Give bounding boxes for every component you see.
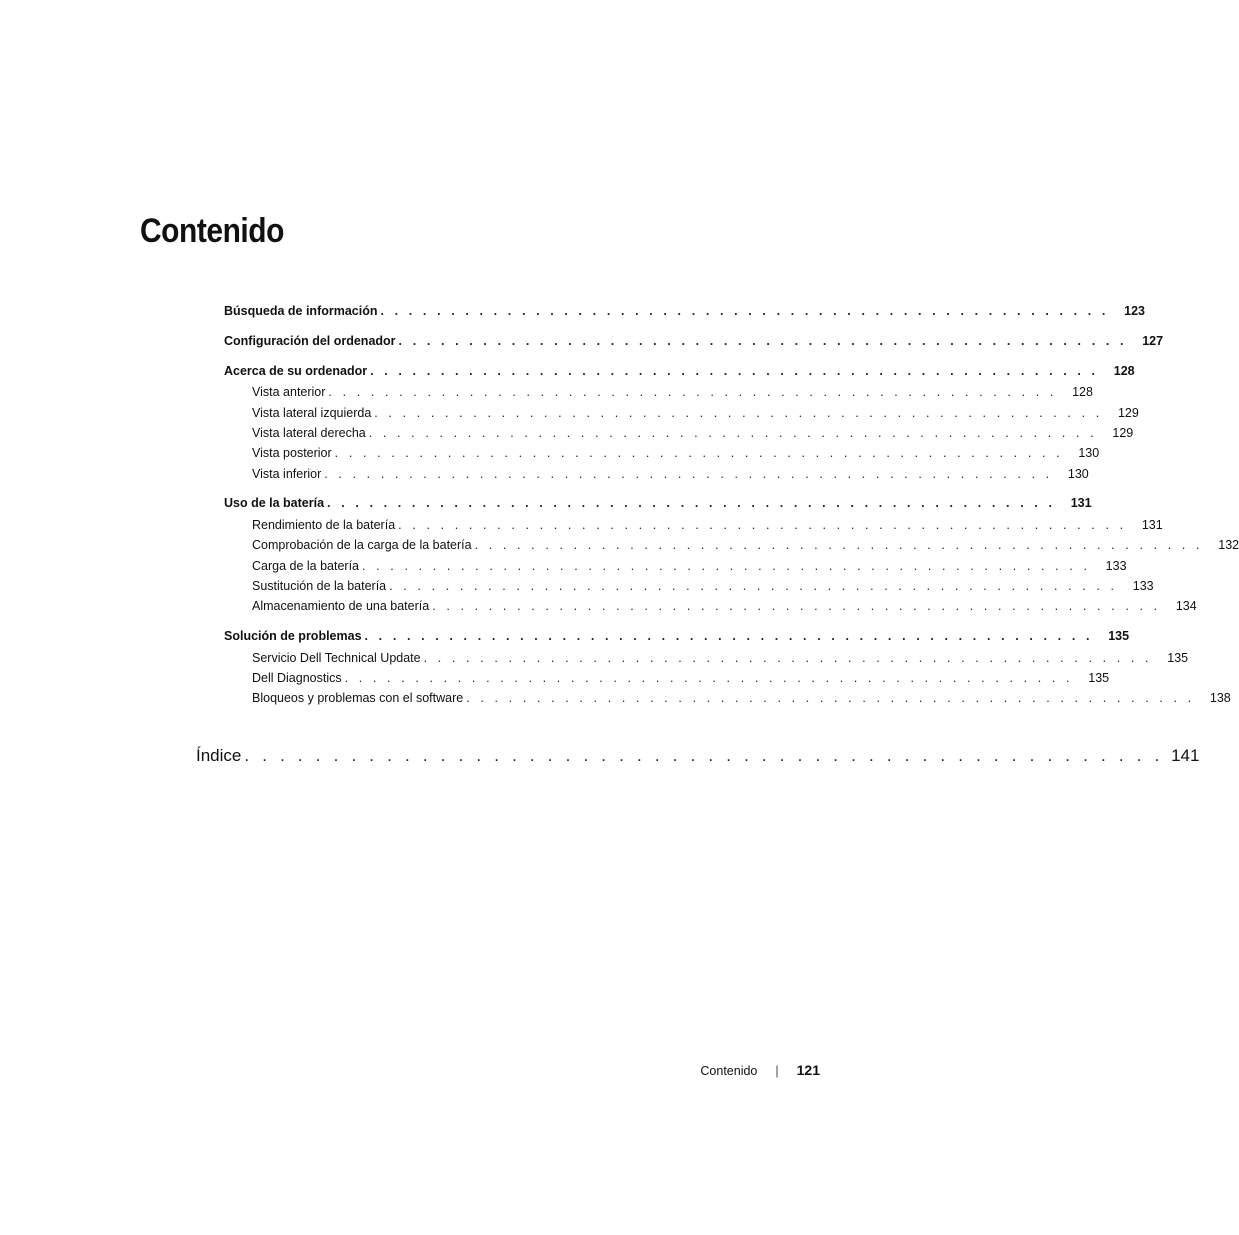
toc-entry-label: Almacenamiento de una batería — [252, 599, 430, 613]
toc-entry-label: Carga de la batería — [252, 559, 360, 573]
dot-leader: . . . . . . . . . . . . . . . . . . . . . . . . . . . . . . . . . . . . . . . . . . . . . . . . . . . . — [334, 446, 1064, 460]
toc-entry-page: 133 — [1105, 559, 1127, 573]
footer-page-number: 121 — [796, 1062, 820, 1078]
toc-entry-page: 128 — [1113, 364, 1135, 378]
toc-subentry-rendimiento[interactable] — [252, 518, 1163, 532]
dot-leader: . . . . . . . . . . . . . . . . . . . . . . . . . . . . . . . . . . . . . . . . . . . . . . . . . . . . — [466, 691, 1195, 705]
dot-leader: . . . . . . . . . . . . . . . . . . . . . . . . . . . . . . . . . . . . . . . . . . . . . . . . . . . . — [244, 746, 1164, 765]
toc-entry-label: Búsqueda de información — [224, 304, 378, 318]
toc-entry-label: Servicio Dell Technical Update — [252, 651, 421, 665]
toc-entry-page: 135 — [1167, 651, 1189, 665]
toc-entry-page: 130 — [1067, 467, 1089, 481]
toc-subentry-sustitucion[interactable] — [252, 579, 1154, 593]
dot-leader: . . . . . . . . . . . . . . . . . . . . . . . . . . . . . . . . . . . . . . . . . . . . . . . . . . . . — [398, 334, 1128, 348]
toc-entry-indice[interactable] — [196, 746, 1200, 766]
toc-entry-label: Vista anterior — [252, 385, 326, 399]
dot-leader: . . . . . . . . . . . . . . . . . . . . . . . . . . . . . . . . . . . . . . . . . . . . . . . . . . . . — [368, 426, 1098, 440]
dot-leader: . . . . . . . . . . . . . . . . . . . . . . . . . . . . . . . . . . . . . . . . . . . . . . . . . . . . — [327, 496, 1056, 510]
toc-entry-acerca[interactable] — [224, 364, 1135, 378]
toc-entry-label: Dell Diagnostics — [252, 671, 342, 685]
toc-entry-label: Configuración del ordenador — [224, 334, 396, 348]
toc-entry-page: 134 — [1175, 599, 1197, 613]
toc-entry-solucion[interactable] — [224, 629, 1130, 643]
toc-entry-page: 133 — [1132, 579, 1154, 593]
toc-entry-label: Uso de la batería — [224, 496, 325, 510]
toc-subentry-comprobacion[interactable] — [252, 538, 1239, 552]
dot-leader: . . . . . . . . . . . . . . . . . . . . . . . . . . . . . . . . . . . . . . . . . . . . . . . . . . . . — [344, 671, 1074, 685]
toc-subentry-vista-posterior[interactable] — [252, 446, 1100, 460]
footer-separator: | — [775, 1064, 779, 1078]
toc-entry-page: 135 — [1088, 671, 1110, 685]
toc-entry-page: 128 — [1072, 385, 1093, 399]
toc-entry-configuracion[interactable] — [224, 334, 1164, 348]
dot-leader: . . . . . . . . . . . . . . . . . . . . . . . . . . . . . . . . . . . . . . . . . . . . . . . . . . . . — [398, 518, 1127, 532]
toc-entry-label: Vista inferior — [252, 467, 322, 481]
toc-subentry-servicio-dell[interactable] — [252, 651, 1189, 665]
toc-entry-uso-bateria[interactable] — [224, 496, 1092, 510]
toc-entry-page: 138 — [1209, 691, 1231, 705]
toc-entry-page: 131 — [1141, 518, 1163, 532]
dot-leader: . . . . . . . . . . . . . . . . . . . . . . . . . . . . . . . . . . . . . . . . . . . . . . . . . . . . — [328, 385, 1057, 399]
dot-leader: . . . . . . . . . . . . . . . . . . . . . . . . . . . . . . . . . . . . . . . . . . . . . . . . . . . . — [324, 467, 1053, 481]
toc-entry-label: Acerca de su ordenador — [224, 364, 368, 378]
dot-leader: . . . . . . . . . . . . . . . . . . . . . . . . . . . . . . . . . . . . . . . . . . . . . . . . . . . . — [389, 579, 1118, 593]
toc-subentry-carga[interactable] — [252, 559, 1127, 573]
toc-entry-label: Sustitución de la batería — [252, 579, 387, 593]
toc-entry-busqueda[interactable] — [224, 304, 1146, 318]
page-footer — [600, 1062, 820, 1078]
toc-entry-label: Vista posterior — [252, 446, 332, 460]
toc-entry-page: 130 — [1078, 446, 1100, 460]
footer-section-title: Contenido — [700, 1064, 758, 1078]
dot-leader: . . . . . . . . . . . . . . . . . . . . . . . . . . . . . . . . . . . . . . . . . . . . . . . . . . . . — [474, 538, 1204, 552]
toc-entry-label: Comprobación de la carga de la batería — [252, 538, 472, 552]
toc-subentry-vista-lateral-derecha[interactable] — [252, 426, 1134, 440]
toc-entry-page: 131 — [1070, 496, 1092, 510]
toc-entry-label: Vista lateral derecha — [252, 426, 366, 440]
dot-leader: . . . . . . . . . . . . . . . . . . . . . . . . . . . . . . . . . . . . . . . . . . . . . . . . . . . . — [362, 559, 1091, 573]
toc-entry-page: 135 — [1108, 629, 1130, 643]
toc-entry-label: Rendimiento de la batería — [252, 518, 396, 532]
toc-entry-label: Índice — [196, 746, 242, 765]
page-title: Contenido — [140, 212, 284, 250]
toc-subentry-vista-inferior[interactable] — [252, 467, 1089, 481]
toc-entry-label: Solución de problemas — [224, 629, 362, 643]
dot-leader: . . . . . . . . . . . . . . . . . . . . . . . . . . . . . . . . . . . . . . . . . . . . . . . . . . . . — [380, 304, 1110, 318]
dot-leader: . . . . . . . . . . . . . . . . . . . . . . . . . . . . . . . . . . . . . . . . . . . . . . . . . . . . — [432, 599, 1161, 613]
dot-leader: . . . . . . . . . . . . . . . . . . . . . . . . . . . . . . . . . . . . . . . . . . . . . . . . . . . . — [423, 651, 1153, 665]
toc-entry-label: Vista lateral izquierda — [252, 406, 372, 420]
toc-subentry-vista-lateral-izquierda[interactable] — [252, 406, 1139, 420]
toc-subentry-bloqueos[interactable] — [252, 691, 1231, 705]
toc-entry-page: 123 — [1124, 304, 1146, 318]
toc-entry-label: Bloqueos y problemas con el software — [252, 691, 464, 705]
toc-entry-page: 132 — [1218, 538, 1239, 552]
toc-subentry-vista-anterior[interactable] — [252, 385, 1093, 399]
toc-entry-page: 129 — [1117, 406, 1139, 420]
dot-leader: . . . . . . . . . . . . . . . . . . . . . . . . . . . . . . . . . . . . . . . . . . . . . . . . . . . . — [364, 629, 1094, 643]
toc-entry-page: 127 — [1142, 334, 1164, 348]
toc-entry-page: 129 — [1112, 426, 1134, 440]
toc-subentry-dell-diagnostics[interactable] — [252, 671, 1110, 685]
toc-subentry-almacenamiento[interactable] — [252, 599, 1197, 613]
dot-leader: . . . . . . . . . . . . . . . . . . . . . . . . . . . . . . . . . . . . . . . . . . . . . . . . . . . . — [374, 406, 1103, 420]
dot-leader: . . . . . . . . . . . . . . . . . . . . . . . . . . . . . . . . . . . . . . . . . . . . . . . . . . . . — [370, 364, 1099, 378]
toc-entry-page: 141 — [1171, 746, 1200, 765]
